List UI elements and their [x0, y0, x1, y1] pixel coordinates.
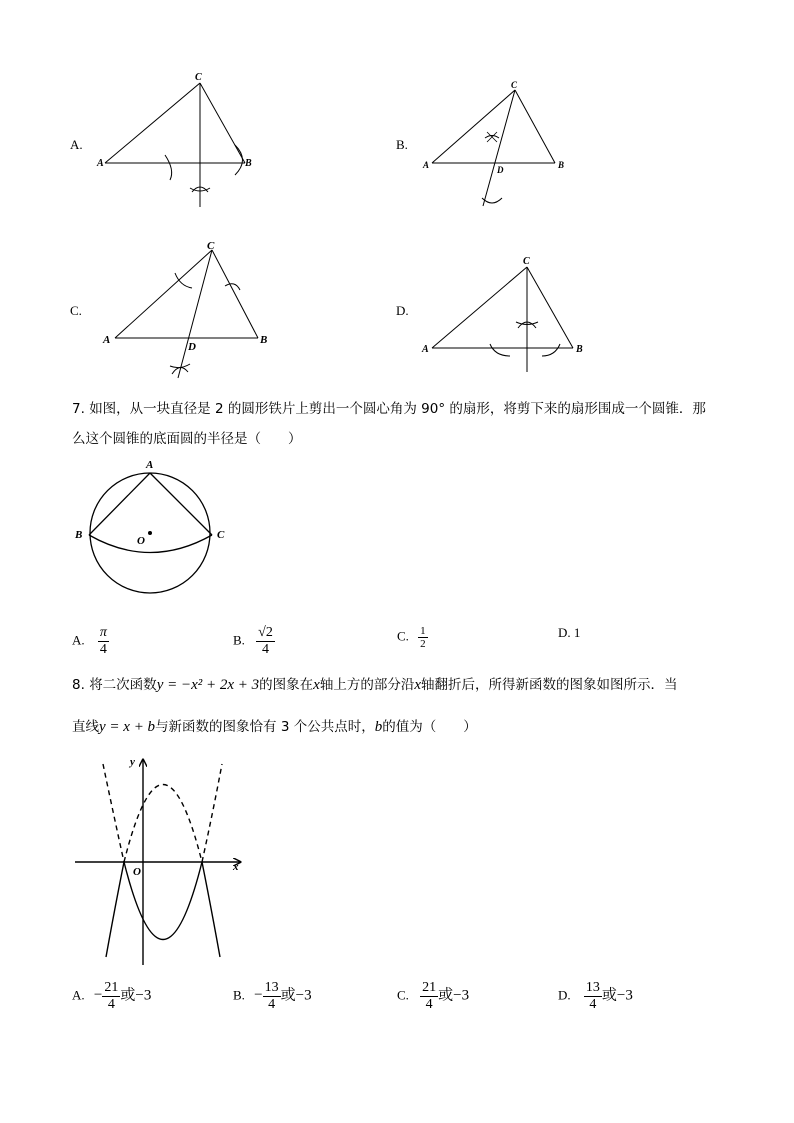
dashed-original-arch	[124, 785, 202, 863]
vertex-c-label: C	[195, 72, 202, 83]
q8-line-equation: y = x + b	[99, 719, 156, 735]
point-b-label: B	[75, 529, 83, 541]
option-c-label[interactable]: C.	[70, 303, 82, 318]
option-b-figure	[420, 78, 580, 213]
q7-option-b[interactable]	[233, 625, 275, 658]
q8-option-b-label: B.	[233, 987, 245, 1003]
vertex-b-label: B	[245, 158, 252, 169]
q8-option-a-label: A.	[72, 987, 85, 1003]
q8-var-x: x	[414, 677, 421, 693]
dashed-left-upper	[103, 764, 124, 862]
q7-option-d-label: D.	[558, 625, 571, 640]
q7-option-c-label: C.	[397, 628, 409, 644]
q8-text: 的图象在	[259, 677, 314, 693]
option-d-figure	[420, 252, 590, 377]
vertex-c-label: C	[511, 80, 518, 90]
q8-option-d[interactable]	[558, 980, 633, 1013]
q8-function: y = −x² + 2x + 3	[156, 677, 260, 693]
q8-text: 直线	[72, 719, 99, 735]
q7-option-a-fraction: $\frac{\pi}{4}$	[99, 625, 107, 657]
vertex-b-label: B	[576, 344, 583, 355]
question-7-line-1	[72, 400, 706, 418]
q7-option-c[interactable]	[397, 625, 428, 650]
vertex-b-label: B	[260, 334, 268, 346]
vertex-c-label: C	[207, 240, 215, 252]
center-o-label: O	[137, 535, 145, 547]
q8-option-d-label: D.	[558, 987, 571, 1003]
point-d-label: D	[188, 341, 196, 353]
q8-option-b-fraction: $\frac{13}{4}$	[264, 980, 279, 1012]
question-8-graph	[70, 752, 250, 972]
vertex-a-label: A	[422, 344, 429, 355]
curve-left-branch	[106, 862, 124, 957]
q8-var-b: b	[374, 719, 383, 735]
q8-option-a-sign: −	[93, 987, 103, 1004]
question-7-figure	[70, 455, 240, 600]
option-b-label[interactable]: B.	[396, 137, 408, 152]
q8-option-b[interactable]	[233, 980, 312, 1013]
q7-option-a-label: A.	[72, 632, 85, 648]
option-a-figure	[95, 70, 265, 210]
origin-label: O	[133, 866, 141, 878]
question-8-number: 8.	[72, 677, 85, 693]
q8-text: 的值为（ ）	[382, 719, 477, 735]
q8-option-a-fraction: $\frac{21}{4}$	[104, 980, 119, 1012]
dashed-right-upper	[202, 764, 222, 862]
q8-option-a[interactable]	[72, 980, 151, 1013]
option-d-label[interactable]: D.	[396, 303, 409, 318]
q8-option-a-tail: 或−3	[120, 987, 152, 1004]
point-d-label: D	[497, 165, 504, 175]
point-c-label: C	[217, 529, 225, 541]
q8-text: 将二次函数	[89, 677, 157, 693]
q7-option-c-fraction: $\frac{1}{2}$	[420, 625, 426, 650]
option-c-figure	[100, 238, 275, 383]
q8-option-c-tail: 或−3	[438, 987, 470, 1004]
x-axis-label: x	[233, 861, 239, 873]
question-7-text-1: 如图，从一块直径是 2 的圆形铁片上剪出一个圆心角为 90° 的扇形，将剪下来的扇形围成一个圆锥．那	[89, 401, 706, 417]
q8-option-c-fraction: $\frac{21}{4}$	[422, 980, 437, 1012]
question-7-line-2	[72, 430, 302, 448]
q8-var-x: x	[313, 677, 320, 693]
q8-text: 轴翻折后，所得新函数的图象如图所示．当	[421, 677, 678, 693]
q7-option-d[interactable]	[558, 625, 580, 641]
question-7-text-2: 么这个圆锥的底面圆的半径是（ ）	[72, 431, 302, 447]
vertex-c-label: C	[523, 256, 530, 267]
vertex-b-label: B	[558, 160, 565, 170]
question-8-line-2	[72, 718, 477, 736]
vertex-a-label: A	[97, 158, 104, 169]
option-a-label[interactable]: A.	[70, 137, 83, 152]
q7-option-b-fraction: $\frac{√2}{4}$	[258, 625, 273, 657]
y-axis-label: y	[130, 756, 135, 768]
q8-option-d-fraction: $\frac{13}{4}$	[585, 980, 600, 1012]
q8-option-b-sign: −	[254, 987, 263, 1004]
q8-text: 轴上方的部分沿	[319, 677, 415, 693]
q7-option-d-value: 1	[573, 625, 581, 640]
vertex-a-label: A	[423, 160, 430, 170]
q8-option-b-tail: 或−3	[280, 987, 312, 1004]
q7-option-a[interactable]	[72, 625, 109, 658]
question-7-number: 7.	[72, 401, 85, 417]
q8-option-d-tail: 或−3	[601, 987, 633, 1004]
question-8-line-1	[72, 676, 678, 694]
q8-option-c[interactable]	[397, 980, 469, 1013]
q7-option-b-label: B.	[233, 632, 245, 648]
point-a-label: A	[146, 459, 154, 471]
vertex-a-label: A	[103, 334, 111, 346]
q8-text: 与新函数的图象恰有 3 个公共点时，	[155, 719, 375, 735]
q8-option-c-label: C.	[397, 987, 409, 1003]
curve-right-branch	[202, 862, 220, 957]
